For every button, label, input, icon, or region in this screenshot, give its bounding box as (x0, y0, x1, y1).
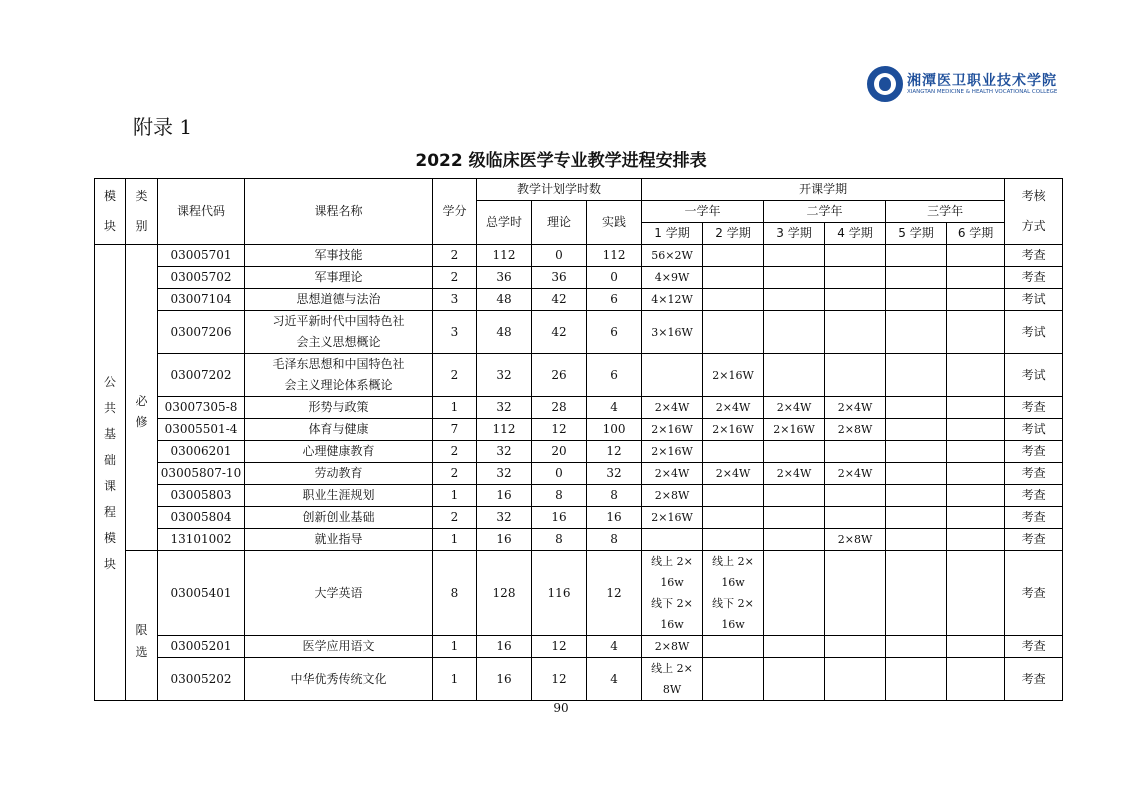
practice-hours: 4 (587, 636, 642, 658)
total-hours: 128 (477, 551, 532, 636)
semester-5-cell (886, 485, 947, 507)
course-name: 职业生涯规划 (245, 485, 433, 507)
header-semester-2: 2 学期 (703, 223, 764, 245)
semester-6-cell (947, 397, 1005, 419)
practice-hours: 12 (587, 441, 642, 463)
semester-2-cell (703, 289, 764, 311)
credit: 2 (433, 441, 477, 463)
semester-6-cell (947, 485, 1005, 507)
course-code: 03005701 (158, 245, 245, 267)
semester-6-cell (947, 658, 1005, 701)
practice-hours: 32 (587, 463, 642, 485)
theory-hours: 12 (532, 658, 587, 701)
semester-5-cell (886, 507, 947, 529)
assessment: 考试 (1005, 419, 1063, 441)
semester-6-cell (947, 463, 1005, 485)
total-hours: 16 (477, 658, 532, 701)
course-code: 03005401 (158, 551, 245, 636)
total-hours: 32 (477, 397, 532, 419)
credit: 7 (433, 419, 477, 441)
practice-hours: 8 (587, 485, 642, 507)
header-semester-4: 4 学期 (825, 223, 886, 245)
semester-4-cell (825, 289, 886, 311)
semester-1-cell (642, 354, 703, 397)
semester-5-cell (886, 419, 947, 441)
assessment: 考查 (1005, 267, 1063, 289)
semester-2-cell (703, 485, 764, 507)
table-row (95, 485, 1063, 507)
table-row (95, 267, 1063, 289)
header-semester-3: 3 学期 (764, 223, 825, 245)
assessment: 考试 (1005, 311, 1063, 354)
total-hours: 112 (477, 419, 532, 441)
semester-2-cell (703, 441, 764, 463)
table-row (95, 354, 1063, 397)
semester-2-cell: 2×16W (703, 419, 764, 441)
total-hours: 32 (477, 463, 532, 485)
header-theory-hours: 理论 (532, 201, 587, 245)
semester-4-cell: 2×4W (825, 463, 886, 485)
course-code: 03007206 (158, 311, 245, 354)
credit: 1 (433, 529, 477, 551)
header-semester-1: 1 学期 (642, 223, 703, 245)
semester-3-cell: 2×4W (764, 397, 825, 419)
semester-5-cell (886, 311, 947, 354)
table-row (95, 463, 1063, 485)
total-hours: 16 (477, 529, 532, 551)
semester-2-cell (703, 311, 764, 354)
semester-3-cell (764, 551, 825, 636)
header-practice-hours: 实践 (587, 201, 642, 245)
semester-4-cell: 2×4W (825, 397, 886, 419)
semester-2-cell: 2×4W (703, 397, 764, 419)
course-code: 03007104 (158, 289, 245, 311)
course-name: 毛泽东思想和中国特色社 会主义理论体系概论 (245, 354, 433, 397)
semester-1-cell: 2×4W (642, 463, 703, 485)
header-credit: 学分 (433, 179, 477, 245)
semester-2-cell: 线上 2× 16w 线下 2× 16w (703, 551, 764, 636)
header-total-hours: 总学时 (477, 201, 532, 245)
semester-5-cell (886, 289, 947, 311)
course-code: 03007305-8 (158, 397, 245, 419)
semester-5-cell (886, 267, 947, 289)
semester-2-cell (703, 507, 764, 529)
semester-1-cell: 56×2W (642, 245, 703, 267)
course-name: 军事技能 (245, 245, 433, 267)
table-row (95, 441, 1063, 463)
assessment: 考查 (1005, 485, 1063, 507)
total-hours: 16 (477, 485, 532, 507)
assessment: 考查 (1005, 551, 1063, 636)
assessment: 考查 (1005, 245, 1063, 267)
semester-4-cell (825, 311, 886, 354)
course-name: 心理健康教育 (245, 441, 433, 463)
total-hours: 16 (477, 636, 532, 658)
semester-5-cell (886, 463, 947, 485)
total-hours: 112 (477, 245, 532, 267)
assessment: 考查 (1005, 529, 1063, 551)
theory-hours: 20 (532, 441, 587, 463)
table-row (95, 551, 1063, 636)
assessment: 考查 (1005, 507, 1063, 529)
semester-3-cell (764, 658, 825, 701)
semester-6-cell (947, 441, 1005, 463)
semester-1-cell (642, 529, 703, 551)
course-code: 03005201 (158, 636, 245, 658)
semester-4-cell: 2×8W (825, 419, 886, 441)
course-name: 创新创业基础 (245, 507, 433, 529)
semester-4-cell (825, 267, 886, 289)
credit: 2 (433, 245, 477, 267)
practice-hours: 12 (587, 551, 642, 636)
credit: 8 (433, 551, 477, 636)
semester-6-cell (947, 636, 1005, 658)
semester-6-cell (947, 419, 1005, 441)
assessment: 考查 (1005, 463, 1063, 485)
semester-3-cell (764, 289, 825, 311)
semester-4-cell (825, 507, 886, 529)
semester-1-cell: 2×16W (642, 441, 703, 463)
college-name-en: XIANGTAN MEDICINE & HEALTH VOCATIONAL COLLEGE (907, 89, 1058, 95)
total-hours: 36 (477, 267, 532, 289)
college-logo (867, 66, 1058, 104)
course-name: 劳动教育 (245, 463, 433, 485)
theory-hours: 42 (532, 311, 587, 354)
header-year-3: 三学年 (886, 201, 1005, 223)
semester-5-cell (886, 441, 947, 463)
semester-6-cell (947, 267, 1005, 289)
semester-4-cell (825, 658, 886, 701)
total-hours: 32 (477, 441, 532, 463)
semester-4-cell (825, 485, 886, 507)
semester-3-cell: 2×4W (764, 463, 825, 485)
theory-hours: 0 (532, 463, 587, 485)
semester-5-cell (886, 529, 947, 551)
header-year-2: 二学年 (764, 201, 886, 223)
module-label: 公 共 基 础 课 程 模 块 (103, 374, 116, 571)
credit: 1 (433, 636, 477, 658)
course-name: 就业指导 (245, 529, 433, 551)
assessment: 考查 (1005, 658, 1063, 701)
assessment: 考试 (1005, 354, 1063, 397)
semester-5-cell (886, 636, 947, 658)
total-hours: 32 (477, 507, 532, 529)
assessment: 考试 (1005, 289, 1063, 311)
semester-2-cell (703, 658, 764, 701)
credit: 1 (433, 397, 477, 419)
semester-4-cell (825, 636, 886, 658)
credit: 3 (433, 311, 477, 354)
semester-3-cell (764, 507, 825, 529)
page-number: 90 (553, 701, 569, 715)
semester-4-cell (825, 245, 886, 267)
assessment: 考查 (1005, 397, 1063, 419)
semester-3-cell (764, 636, 825, 658)
semester-2-cell (703, 636, 764, 658)
semester-5-cell (886, 551, 947, 636)
semester-3-cell (764, 529, 825, 551)
total-hours: 32 (477, 354, 532, 397)
assessment: 考查 (1005, 441, 1063, 463)
course-code: 13101002 (158, 529, 245, 551)
credit: 2 (433, 507, 477, 529)
semester-3-cell (764, 441, 825, 463)
header-category: 类 别 (126, 179, 158, 245)
header-semester-group: 开课学期 (642, 179, 1005, 201)
semester-5-cell (886, 245, 947, 267)
course-code: 03005202 (158, 658, 245, 701)
semester-3-cell (764, 311, 825, 354)
semester-6-cell (947, 507, 1005, 529)
theory-hours: 116 (532, 551, 587, 636)
semester-4-cell (825, 354, 886, 397)
semester-2-cell: 2×16W (703, 354, 764, 397)
semester-6-cell (947, 289, 1005, 311)
course-code: 03005804 (158, 507, 245, 529)
semester-6-cell (947, 245, 1005, 267)
practice-hours: 16 (587, 507, 642, 529)
table-row (95, 311, 1063, 354)
semester-4-cell (825, 551, 886, 636)
assessment: 考查 (1005, 636, 1063, 658)
semester-1-cell: 4×9W (642, 267, 703, 289)
practice-hours: 112 (587, 245, 642, 267)
header-year-1: 一学年 (642, 201, 764, 223)
theory-hours: 42 (532, 289, 587, 311)
theory-hours: 16 (532, 507, 587, 529)
category-limited: 限 选 (126, 551, 158, 701)
course-name: 医学应用语文 (245, 636, 433, 658)
table-row (95, 397, 1063, 419)
header-hours-group: 教学计划学时数 (477, 179, 642, 201)
total-hours: 48 (477, 289, 532, 311)
header-module: 模 块 (95, 179, 126, 245)
semester-1-cell: 线上 2× 8W (642, 658, 703, 701)
credit: 1 (433, 658, 477, 701)
semester-1-cell: 2×16W (642, 507, 703, 529)
page-title: 2022 级临床医学专业教学进程安排表 (415, 151, 707, 171)
credit: 3 (433, 289, 477, 311)
course-code: 03005803 (158, 485, 245, 507)
theory-hours: 36 (532, 267, 587, 289)
credit: 2 (433, 267, 477, 289)
practice-hours: 4 (587, 397, 642, 419)
semester-2-cell: 2×4W (703, 463, 764, 485)
semester-6-cell (947, 551, 1005, 636)
semester-2-cell (703, 245, 764, 267)
semester-1-cell: 2×16W (642, 419, 703, 441)
course-name: 中华优秀传统文化 (245, 658, 433, 701)
practice-hours: 6 (587, 311, 642, 354)
semester-1-cell: 线上 2× 16w 线下 2× 16w (642, 551, 703, 636)
theory-hours: 12 (532, 636, 587, 658)
appendix-label: 附录 1 (133, 115, 193, 139)
category-required: 必 修 (126, 245, 158, 551)
table-row (95, 245, 1063, 267)
theory-hours: 12 (532, 419, 587, 441)
course-code: 03005501-4 (158, 419, 245, 441)
header-assessment: 考核 方式 (1005, 179, 1063, 245)
semester-5-cell (886, 397, 947, 419)
theory-hours: 8 (532, 485, 587, 507)
semester-3-cell (764, 354, 825, 397)
course-name: 习近平新时代中国特色社 会主义思想概论 (245, 311, 433, 354)
semester-6-cell (947, 311, 1005, 354)
course-name: 形势与政策 (245, 397, 433, 419)
header-semester-6: 6 学期 (947, 223, 1005, 245)
table-row (95, 658, 1063, 701)
semester-4-cell (825, 441, 886, 463)
course-name: 大学英语 (245, 551, 433, 636)
header-course-name: 课程名称 (245, 179, 433, 245)
semester-1-cell: 4×12W (642, 289, 703, 311)
semester-4-cell: 2×8W (825, 529, 886, 551)
practice-hours: 6 (587, 354, 642, 397)
semester-1-cell: 2×4W (642, 397, 703, 419)
semester-1-cell: 2×8W (642, 485, 703, 507)
module-cell (95, 245, 126, 701)
practice-hours: 6 (587, 289, 642, 311)
credit: 2 (433, 463, 477, 485)
theory-hours: 28 (532, 397, 587, 419)
practice-hours: 4 (587, 658, 642, 701)
practice-hours: 0 (587, 267, 642, 289)
course-code: 03007202 (158, 354, 245, 397)
semester-3-cell (764, 485, 825, 507)
semester-2-cell (703, 529, 764, 551)
semester-2-cell (703, 267, 764, 289)
credit: 1 (433, 485, 477, 507)
theory-hours: 8 (532, 529, 587, 551)
table-row (95, 289, 1063, 311)
header-course-code: 课程代码 (158, 179, 245, 245)
semester-6-cell (947, 529, 1005, 551)
course-code: 03006201 (158, 441, 245, 463)
semester-5-cell (886, 658, 947, 701)
semester-3-cell (764, 267, 825, 289)
college-emblem-icon (867, 66, 903, 102)
table-row (95, 529, 1063, 551)
course-name: 思想道德与法治 (245, 289, 433, 311)
course-code: 03005702 (158, 267, 245, 289)
course-code: 03005807-10 (158, 463, 245, 485)
semester-6-cell (947, 354, 1005, 397)
practice-hours: 100 (587, 419, 642, 441)
credit: 2 (433, 354, 477, 397)
course-name: 军事理论 (245, 267, 433, 289)
curriculum-table (94, 178, 1063, 701)
semester-1-cell: 2×8W (642, 636, 703, 658)
theory-hours: 0 (532, 245, 587, 267)
course-name: 体育与健康 (245, 419, 433, 441)
header-semester-5: 5 学期 (886, 223, 947, 245)
total-hours: 48 (477, 311, 532, 354)
semester-5-cell (886, 354, 947, 397)
table-row (95, 419, 1063, 441)
table-row (95, 636, 1063, 658)
practice-hours: 8 (587, 529, 642, 551)
semester-3-cell: 2×16W (764, 419, 825, 441)
college-name-cn: 湘潭医卫职业技术学院 (907, 73, 1057, 89)
semester-1-cell: 3×16W (642, 311, 703, 354)
table-row (95, 507, 1063, 529)
theory-hours: 26 (532, 354, 587, 397)
semester-3-cell (764, 245, 825, 267)
